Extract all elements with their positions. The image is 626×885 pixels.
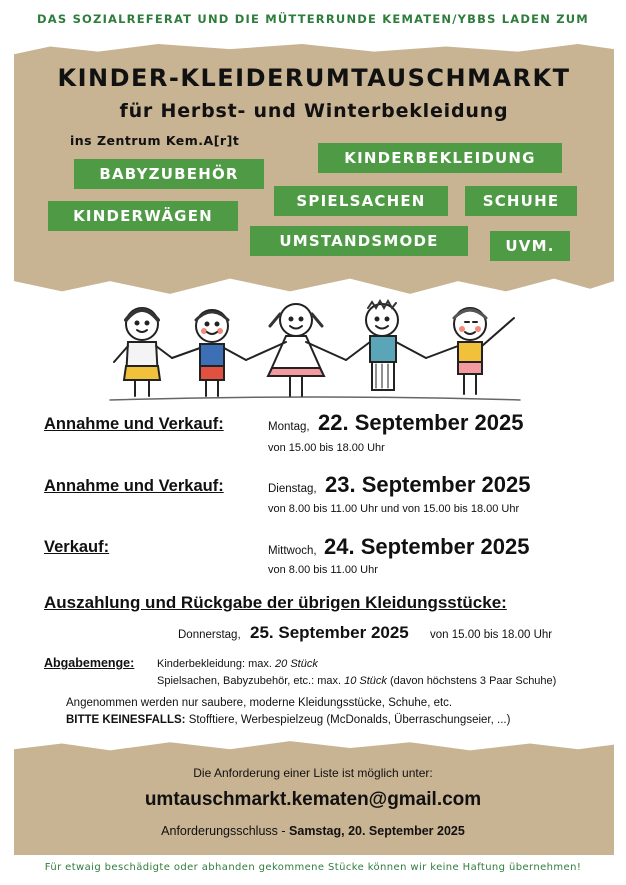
schedule-time-3: von 8.00 bis 11.00 Uhr [268,564,378,576]
payout-weekday: Donnerstag, [178,629,241,641]
deadline-date: Samstag, 20. September 2025 [289,824,465,838]
refused-items: Stofftiere, Werbespielzeug (McDonalds, Überraschungseier, ...) [188,714,511,726]
limits-label: Abgabemenge: [44,656,135,670]
child-figure [114,308,172,396]
schedule-date-3: 24. September 2025 [324,534,530,559]
contact-request-text: Die Anforderung einer Liste ist möglich unter: [193,766,433,780]
tag-kinderbekleidung: KINDERBEKLEIDUNG [318,143,562,173]
schedule-weekday-2: Dienstag, [268,483,317,495]
accepted-note: Angenommen werden nur saubere, moderne Kleidungsstücke, Schuhe, etc. [66,697,453,709]
payout-time: von 15.00 bis 18.00 Uhr [430,629,553,641]
schedule-weekday-3: Mittwoch, [268,545,317,557]
payout-heading: Auszahlung und Rückgabe der übrigen Kleidungsstücke: [44,593,507,612]
child-figure [246,304,346,396]
limits-line-2-text: Spielsachen, Babyzubehör, etc.: max. [157,675,342,687]
payout-date: 25. September 2025 [250,623,409,642]
limits-line-2-note: (davon höchstens 3 Paar Schuhe) [390,675,557,687]
limits-line-1-amount: 20 Stück [275,658,318,670]
schedule-label-2: Annahme und Verkauf: [44,477,224,495]
liability-footer: Für etwaig beschädigte oder abhanden gekommene Stücke können wir keine Haftung übernehmen! [44,862,582,873]
limits-line-1 [157,658,318,670]
child-figure [426,308,514,394]
refused-label: BITTE KEINESFALLS: [66,714,186,726]
tag-kinderwaegen: KINDERWÄGEN [48,201,238,231]
event-title: KINDER-KLEIDERUMTAUSCHMARKT [57,64,571,92]
schedule-weekday-1: Montag, [268,421,310,433]
refused-note [66,714,510,726]
schedule-time-2: von 8.00 bis 11.00 Uhr und von 15.00 bis 18.00 Uhr [268,503,520,515]
tag-babyzubehoer: BABYZUBEHÖR [74,159,264,189]
tag-schuhe: SCHUHE [465,186,577,216]
limits-line-1-text: Kinderbekleidung: max. [157,658,272,670]
schedule-time-1: von 15.00 bis 18.00 Uhr [268,442,385,454]
deadline-label: Anforderungsschluss - [161,824,286,838]
limits-line-2-amount: 10 Stück [344,675,387,687]
schedule-label-3: Verkauf: [44,538,110,556]
children-illustration [100,296,530,406]
intro-line: DAS SOZIALREFERAT UND DIE MÜTTERRUNDE KEMATEN/YBBS LADEN ZUM [37,12,589,26]
schedule-date-1: 22. September 2025 [318,410,524,435]
schedule-label-1: Annahme und Verkauf: [44,415,224,433]
event-subtitle: für Herbst- und Winterbekleidung [119,100,509,122]
child-figure [346,301,426,390]
child-figure [172,310,246,396]
schedule-date-2: 23. September 2025 [325,472,531,497]
tag-uvm: UVM. [490,231,570,261]
limits-line-2 [157,675,556,687]
tag-spielsachen: SPIELSACHEN [274,186,448,216]
contact-deadline [0,824,626,838]
contact-email[interactable]: umtauschmarkt.kematen@gmail.com [144,789,482,810]
event-location: ins Zentrum Kem.A[r]t [70,133,240,148]
tag-umstandsmode: UMSTANDSMODE [250,226,468,256]
